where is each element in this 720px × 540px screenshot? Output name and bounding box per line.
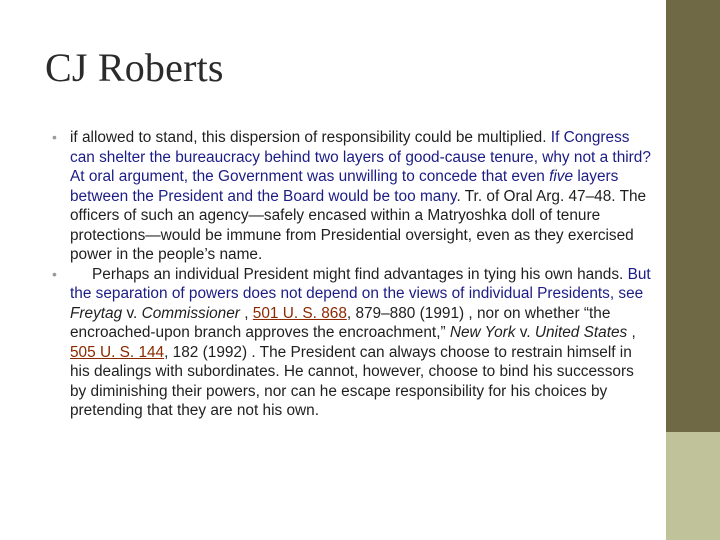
- bullet-text: [70, 266, 651, 420]
- text-segment: v.: [122, 304, 142, 322]
- text-segment: . Tr. of Oral Arg. 47–48. The officers of such an agency—safely encased within a Matryoshka doll of tenure protections—would be immune from Presidential oversight, even as they exercised power in the people’s name.: [70, 187, 647, 263]
- case-name: Freytag: [70, 304, 123, 322]
- emphasis-text: But the separation of powers does not depend on the views of individual Presidents, see: [70, 265, 651, 302]
- text-segment: if allowed to stand, this dispersion of responsibility could be multiplied.: [70, 129, 551, 146]
- sidebar-accent-decoration: [666, 432, 720, 540]
- bullet-icon: •: [52, 265, 57, 282]
- text-segment: , 182 (1992) . The President can always choose to restrain himself in his dealings with subordinates. He cannot, however, choose to bind his successors by diminishing their powers, nor can he escape responsibility for his choices by pretending that they are not his own.: [70, 343, 634, 419]
- citation-link[interactable]: 505 U. S. 144: [70, 343, 165, 361]
- text-segment: v.: [515, 324, 535, 341]
- slide-title: CJ Roberts: [45, 45, 224, 90]
- citation-link[interactable]: 501 U. S. 868: [252, 304, 347, 322]
- emphasis-text: If Congress can shelter the bureaucracy behind two layers of good-cause tenure, why not a third? At oral argument, the Government was unwilling to concede that even: [70, 129, 651, 185]
- bullet-text: [70, 129, 651, 263]
- case-name: United States: [534, 324, 628, 341]
- bullet-icon: •: [52, 129, 57, 145]
- text-segment: ,: [239, 304, 253, 322]
- bullet-item: [52, 265, 652, 421]
- slide-content: [52, 128, 652, 421]
- case-name: Commissioner: [141, 304, 240, 322]
- text-segment: , 879–880 (1991) , nor on whether “the encroached-upon branch approves the encroachment,”: [70, 304, 611, 341]
- bullet-item: [52, 128, 652, 265]
- sidebar-decoration: [666, 0, 720, 432]
- text-segment: ,: [627, 324, 636, 341]
- emphasis-italic-text: five: [549, 168, 574, 185]
- text-segment: Perhaps an individual President might find advantages in tying his own hands.: [92, 265, 628, 283]
- case-name: New York: [449, 324, 516, 341]
- emphasis-text: layers between the President and the Board would be too many: [70, 168, 619, 205]
